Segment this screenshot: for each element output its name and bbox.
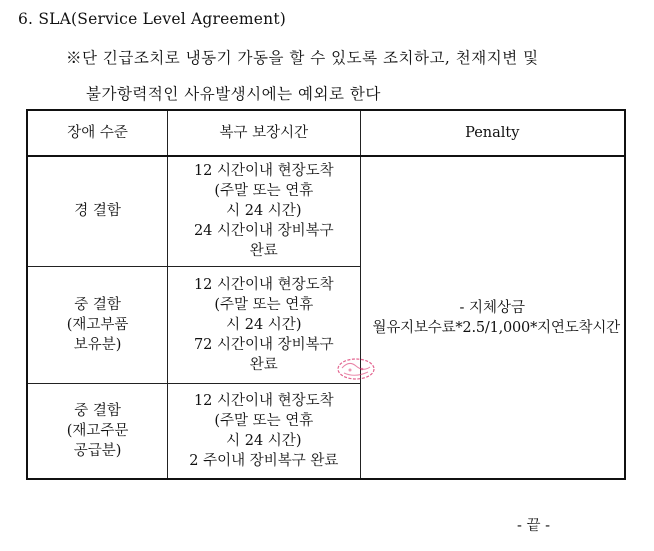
fault-level-cell xyxy=(27,383,168,479)
penalty-cell xyxy=(360,156,625,479)
recovery-time-line: 완료 xyxy=(249,243,278,260)
header-recovery-time: 복구 보장시간 xyxy=(168,110,360,156)
fault-level-line: 경 결함 xyxy=(74,203,121,220)
penalty-formula: 월유지보수료*2.5/1,000*지연도착시간 xyxy=(372,319,620,336)
recovery-time-line: (주말 또는 연휴 xyxy=(214,183,314,200)
fault-level-line: (재고주문 xyxy=(66,422,129,439)
recovery-time-line: 시 24 시간) xyxy=(226,316,302,333)
note-line-2: 불가항력적인 사유발생시에는 예외로 한다 xyxy=(86,85,381,103)
note-line-1: ※단 긴급조치로 냉동기 가동을 할 수 있도록 조치하고, 천재지변 및 xyxy=(66,49,539,67)
fault-level-cell xyxy=(27,156,168,266)
sla-table xyxy=(26,109,626,480)
section-heading: 6. SLA(Service Level Agreement) xyxy=(18,10,287,28)
recovery-time-cell xyxy=(168,383,360,479)
fault-level-cell xyxy=(27,266,168,383)
recovery-time-line: 2 주이내 장비복구 완료 xyxy=(189,452,339,469)
recovery-time-cell xyxy=(168,156,360,266)
header-fault-level: 장애 수준 xyxy=(27,110,168,156)
recovery-time-line: 72 시간이내 장비복구 xyxy=(193,336,334,353)
end-mark: - 끝 - xyxy=(517,518,551,534)
table-header-row xyxy=(27,110,625,156)
fault-level-line: 공급분) xyxy=(73,442,122,459)
table-row xyxy=(27,156,625,266)
penalty-label: - 지체상금 xyxy=(459,299,526,316)
recovery-time-line: 12 시간이내 현장도착 xyxy=(193,392,334,409)
fault-level-line: 중 결함 xyxy=(74,296,121,313)
recovery-time-line: 24 시간이내 장비복구 xyxy=(193,223,334,240)
recovery-time-line: 완료 xyxy=(249,356,278,373)
recovery-time-line: 12 시간이내 현장도착 xyxy=(193,163,334,180)
recovery-time-line: 시 24 시간) xyxy=(226,203,302,220)
header-penalty: Penalty xyxy=(360,110,625,156)
fault-level-line: 중 결함 xyxy=(74,402,121,419)
fault-level-line: (재고부품 xyxy=(66,316,129,333)
fault-level-line: 보유분) xyxy=(73,336,122,353)
recovery-time-line: (주말 또는 연휴 xyxy=(214,412,314,429)
recovery-time-line: (주말 또는 연휴 xyxy=(214,296,314,313)
recovery-time-cell xyxy=(168,266,360,383)
recovery-time-line: 12 시간이내 현장도착 xyxy=(193,276,334,293)
recovery-time-line: 시 24 시간) xyxy=(226,432,302,449)
